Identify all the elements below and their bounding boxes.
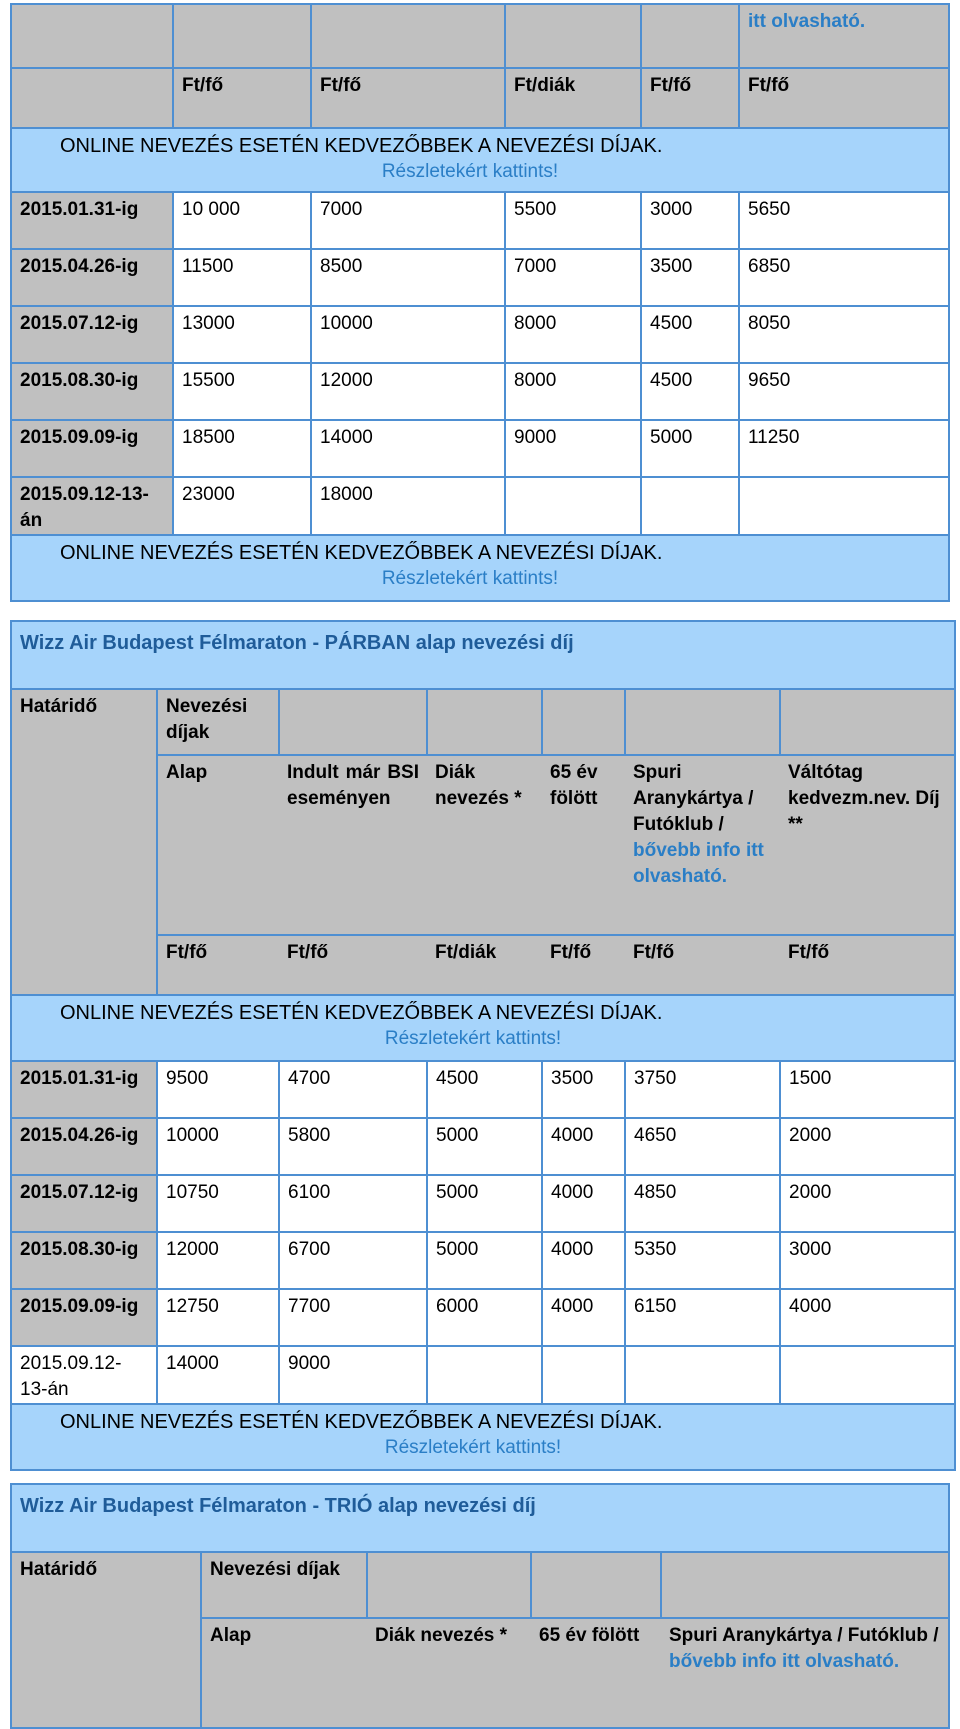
deadline-cell: 2015.01.31-ig	[11, 192, 173, 249]
spuri-text: Spuri Aranykártya / Futóklub /	[669, 1625, 939, 1646]
online-banner	[11, 1404, 955, 1470]
deadline-cell: 2015.07.12-ig	[11, 306, 173, 363]
fee-cell: 6000	[427, 1289, 542, 1346]
fee-cell: 9650	[739, 363, 949, 420]
fee-cell: 9500	[157, 1061, 279, 1118]
fee-cell: 5000	[641, 420, 739, 477]
section-title: Wizz Air Budapest Félmaraton - TRIÓ alap nevezési díj	[11, 1484, 949, 1552]
col-valtotag: Váltótag kedvezm.nev. Díj **	[780, 755, 955, 935]
fee-cell: 3750	[625, 1061, 780, 1118]
unit-label: Ft/fő	[279, 935, 427, 995]
unit-label: Ft/diák	[505, 68, 641, 128]
fee-cell: 4500	[427, 1061, 542, 1118]
unit-label: Ft/fő	[157, 935, 279, 995]
fee-cell: 6700	[279, 1232, 427, 1289]
unit-label: Ft/fő	[780, 935, 955, 995]
fee-table-individual	[10, 3, 950, 602]
unit-label: Ft/fő	[625, 935, 780, 995]
fee-cell: 4850	[625, 1175, 780, 1232]
fee-cell: 7700	[279, 1289, 427, 1346]
nevezesi-dijak-header: Nevezési díjak	[201, 1552, 367, 1618]
deadline-cell: 2015.04.26-ig	[11, 249, 173, 306]
fee-cell: 6850	[739, 249, 949, 306]
fee-cell: 3000	[780, 1232, 955, 1289]
fee-cell: 12000	[157, 1232, 279, 1289]
col-spuri	[661, 1618, 949, 1728]
fee-cell: 10 000	[173, 192, 311, 249]
online-banner-text: ONLINE NEVEZÉS ESETÉN KEDVEZŐBBEK A NEVEZÉSI DÍJAK.	[60, 1002, 663, 1024]
deadline-cell: 2015.09.09-ig	[11, 1289, 157, 1346]
fee-cell: 10000	[157, 1118, 279, 1175]
fee-cell: 6150	[625, 1289, 780, 1346]
fee-cell: 8500	[311, 249, 505, 306]
fee-cell: 5000	[427, 1232, 542, 1289]
online-banner	[11, 995, 955, 1061]
col-indult: Indult már BSI eseményen	[279, 755, 427, 935]
online-banner-text: ONLINE NEVEZÉS ESETÉN KEDVEZŐBBEK A NEVEZÉSI DÍJAK.	[60, 542, 663, 564]
unit-label: Ft/fő	[311, 68, 505, 128]
fee-cell: 4000	[542, 1118, 625, 1175]
fee-cell	[625, 1346, 780, 1404]
fee-cell	[780, 1346, 955, 1404]
fee-cell: 4500	[641, 306, 739, 363]
nevezesi-dijak-header: Nevezési díjak	[157, 689, 279, 755]
fee-cell: 13000	[173, 306, 311, 363]
fee-cell: 5000	[427, 1175, 542, 1232]
online-banner-text: ONLINE NEVEZÉS ESETÉN KEDVEZŐBBEK A NEVEZÉSI DÍJAK.	[60, 1411, 663, 1433]
fee-cell: 7000	[311, 192, 505, 249]
deadline-cell: 2015.07.12-ig	[11, 1175, 157, 1232]
fee-cell: 5000	[427, 1118, 542, 1175]
itt-olvashato-link[interactable]: itt olvasható.	[781, 1651, 900, 1672]
deadline-cell: 2015.09.09-ig	[11, 420, 173, 477]
fee-cell: 2000	[780, 1175, 955, 1232]
fee-cell: 1500	[780, 1061, 955, 1118]
col-65: 65 év fölött	[542, 755, 625, 935]
fee-cell: 10750	[157, 1175, 279, 1232]
fee-cell: 9000	[505, 420, 641, 477]
unit-label: Ft/fő	[542, 935, 625, 995]
fee-cell	[427, 1346, 542, 1404]
fee-cell	[505, 477, 641, 535]
fee-cell: 8000	[505, 306, 641, 363]
deadline-cell: 2015.01.31-ig	[11, 1061, 157, 1118]
fee-cell: 4000	[542, 1289, 625, 1346]
fee-cell: 3500	[641, 249, 739, 306]
col-spuri	[625, 755, 780, 935]
fee-cell: 14000	[157, 1346, 279, 1404]
fee-cell	[641, 477, 739, 535]
fee-cell	[542, 1346, 625, 1404]
fee-cell: 4700	[279, 1061, 427, 1118]
fee-cell: 3000	[641, 192, 739, 249]
col-alap: Alap	[201, 1618, 367, 1728]
details-link[interactable]: Részletekért kattints!	[384, 1437, 562, 1458]
deadline-cell: 2015.09.12-13-án	[11, 1346, 157, 1404]
online-banner	[11, 128, 949, 192]
fee-cell: 8050	[739, 306, 949, 363]
fee-cell: 4000	[780, 1289, 955, 1346]
itt-olvashato-link[interactable]: itt olvasható.	[633, 840, 764, 887]
fee-table-pair	[10, 620, 956, 1471]
fee-cell: 18000	[311, 477, 505, 535]
fee-cell: 15500	[173, 363, 311, 420]
online-banner-text: ONLINE NEVEZÉS ESETÉN KEDVEZŐBBEK A NEVEZÉSI DÍJAK.	[60, 135, 663, 157]
fee-cell: 4000	[542, 1175, 625, 1232]
fee-cell: 4650	[625, 1118, 780, 1175]
col-diak: Diák nevezés *	[367, 1618, 531, 1728]
fee-table-trio	[10, 1483, 950, 1729]
details-link[interactable]: Részletekért kattints!	[381, 161, 559, 182]
fee-cell: 7000	[505, 249, 641, 306]
deadline-cell: 2015.09.12-13-án	[11, 477, 173, 535]
fee-cell: 3500	[542, 1061, 625, 1118]
details-link[interactable]: Részletekért kattints!	[384, 1028, 562, 1049]
unit-label: Ft/diák	[427, 935, 542, 995]
fee-cell: 23000	[173, 477, 311, 535]
fee-cell: 5800	[279, 1118, 427, 1175]
fee-cell: 5500	[505, 192, 641, 249]
fee-cell: 18500	[173, 420, 311, 477]
unit-label: Ft/fő	[641, 68, 739, 128]
bovebb-info-link[interactable]: bővebb info	[633, 840, 741, 861]
unit-label: Ft/fő	[173, 68, 311, 128]
fee-cell: 12000	[311, 363, 505, 420]
details-link[interactable]: Részletekért kattints!	[381, 568, 559, 589]
deadline-cell: 2015.08.30-ig	[11, 1232, 157, 1289]
section-title: Wizz Air Budapest Félmaraton - PÁRBAN alap nevezési díj	[11, 621, 955, 689]
hatarido-header: Határidő	[11, 689, 157, 995]
fee-cell: 5350	[625, 1232, 780, 1289]
fee-cell: 5650	[739, 192, 949, 249]
fee-cell: 11250	[739, 420, 949, 477]
fee-cell: 4000	[542, 1232, 625, 1289]
fee-cell: 14000	[311, 420, 505, 477]
fee-cell: 6100	[279, 1175, 427, 1232]
col-65: 65 év fölött	[531, 1618, 661, 1728]
fee-cell: 2000	[780, 1118, 955, 1175]
fee-cell: 9000	[279, 1346, 427, 1404]
bovebb-info-link[interactable]: bővebb info	[669, 1651, 777, 1672]
fee-cell: 8000	[505, 363, 641, 420]
deadline-cell: 2015.08.30-ig	[11, 363, 173, 420]
online-banner	[11, 535, 949, 601]
fee-cell: 4500	[641, 363, 739, 420]
col-alap: Alap	[157, 755, 279, 935]
fee-cell: 11500	[173, 249, 311, 306]
spuri-text: Spuri Aranykártya / Futóklub /	[633, 762, 754, 835]
itt-olvashato-link[interactable]: itt olvasható.	[748, 11, 866, 32]
fee-cell: 12750	[157, 1289, 279, 1346]
unit-label: Ft/fő	[739, 68, 949, 128]
deadline-cell: 2015.04.26-ig	[11, 1118, 157, 1175]
fee-cell: 10000	[311, 306, 505, 363]
col-diak: Diák nevezés *	[427, 755, 542, 935]
hatarido-header: Határidő	[11, 1552, 201, 1728]
fee-cell	[739, 477, 949, 535]
